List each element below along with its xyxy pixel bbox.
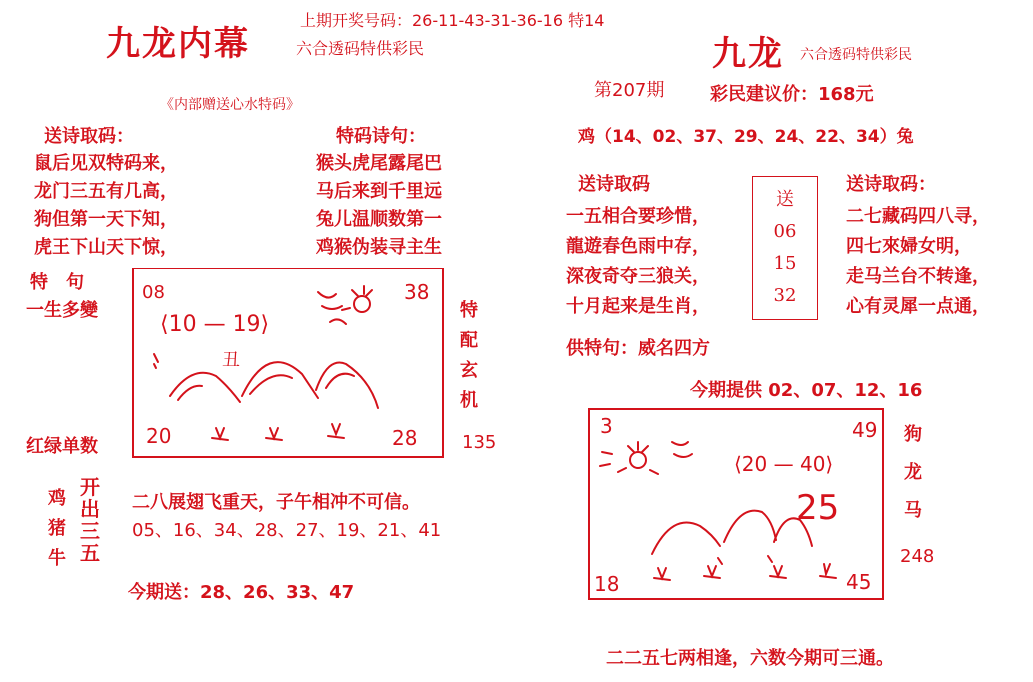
left-special-sentence-label: 特 句 [30,272,84,293]
vertical-char: 猪 [48,518,66,539]
poem-line: 兔儿温顺数第一 [316,209,442,230]
right-sketch [588,408,884,600]
vertical-char: 五 [80,541,100,565]
vertical-char: 开 [80,475,100,499]
right-box-br: 45 [846,570,872,594]
left-gift-title: 《内部赠送心水特码》 [160,97,300,113]
vertical-char: 机 [460,390,478,411]
poem-line: 龍遊春色雨中存， [566,236,710,257]
left-box-tr: 38 [404,280,430,304]
poem-line: 二七藏码四八寻， [846,206,990,227]
vertical-char: 送 [776,189,794,210]
poem-line: 十月起来是生肖， [566,296,710,317]
right-box-bl: 18 [594,572,620,596]
left-side-vertical [460,296,478,416]
poem-line: 猴头虎尾露尾巴 [316,153,442,174]
vertical-char: 马 [904,500,922,521]
vertical-char: 龙 [904,462,922,483]
right-box-tl: 3 [600,414,613,438]
poem-line: 虎王下山天下惊， [34,237,178,258]
right-provide: 今期提供 02、07、12、16 [690,380,923,401]
vertical-char: 配 [460,330,478,351]
vertical-char: 32 [773,285,797,306]
left-numbers-bottom: 05、16、34、28、27、19、21、41 [132,520,442,541]
vertical-char: 三 [80,519,100,543]
vertical-char: 06 [773,221,797,242]
vertical-char: 15 [773,253,797,274]
left-box-range: ⟨10 — 19⟩ [160,312,270,337]
left-poem-right [316,150,442,262]
poem-line: 狗但第一天下知， [34,209,178,230]
vertical-char: 狗 [904,424,922,445]
vertical-char: 牛 [48,548,66,569]
poem-line: 马后来到千里远 [316,181,442,202]
left-subtitle: 六合透码特供彩民 [296,39,425,58]
left-box-tl: 08 [142,282,165,303]
left-special-sentence: 一生多變 [26,300,98,321]
vertical-char: 鸡 [48,488,66,509]
poem-line: 四七來婦女明， [846,236,972,257]
poem-line: 鼠后见双特码来， [34,153,178,174]
left-last-draw: 上期开奖号码：26-11-43-31-36-16 特14 [300,11,605,30]
right-subtitle: 六合透码特供彩民 [800,47,912,63]
left-poem-left [34,150,178,262]
left-this-period-give: 今期送：28、26、33、47 [128,582,355,603]
right-title: 九龙 [712,34,784,74]
right-period: 第207期 [594,80,665,101]
poem-line: 龙门三五有几高， [34,181,178,202]
left-box-bl: 20 [146,424,172,448]
right-box-tr: 49 [852,418,878,442]
right-send-box-content [752,184,818,312]
left-red-green-label: 红绿单数 [26,436,98,457]
poem-line: 心有灵犀一点通， [846,296,990,317]
right-special-sentence: 供特句：威名四方 [566,338,710,359]
right-bottom-line: 二二五七两相逢，六数今期可三通。 [606,648,894,669]
right-num-248: 248 [900,546,935,567]
right-poem-right-heading: 送诗取码： [846,174,936,195]
right-poem-left [566,202,710,322]
right-poem-right [846,202,990,322]
left-sketch [132,268,444,458]
left-num-135: 135 [462,432,497,453]
poem-line: 鸡猴伪装寻主生 [316,237,442,258]
left-box-br: 28 [392,426,418,450]
vertical-char: 出 [80,497,100,521]
poem-line: 一五相合要珍惜， [566,206,710,227]
left-box-char: 丑 [222,350,240,371]
right-chicken-rabbit: 鸡（14、02、37、29、24、22、34）兔 [578,127,914,147]
left-open-vertical [80,476,100,564]
poem-line: 走马兰台不转逢， [846,266,990,287]
vertical-char: 玄 [460,360,478,381]
right-poem-left-heading: 送诗取码 [578,174,650,195]
right-box-big: 25 [796,488,840,528]
right-side-vertical [904,416,922,530]
right-price: 彩民建议价：168元 [710,84,874,105]
left-poem-right-heading: 特码诗句： [336,126,426,147]
left-poem-left-heading: 送诗取码： [44,126,134,147]
left-zodiac-vertical [48,484,66,574]
right-box-range: ⟨20 — 40⟩ [734,452,834,476]
poem-line: 深夜奇夺三狼关， [566,266,710,287]
left-title: 九龙内幕 [106,24,250,64]
vertical-char: 特 [460,300,478,321]
left-poem-bottom: 二八展翅飞重天，子午相冲不可信。 [132,492,420,513]
